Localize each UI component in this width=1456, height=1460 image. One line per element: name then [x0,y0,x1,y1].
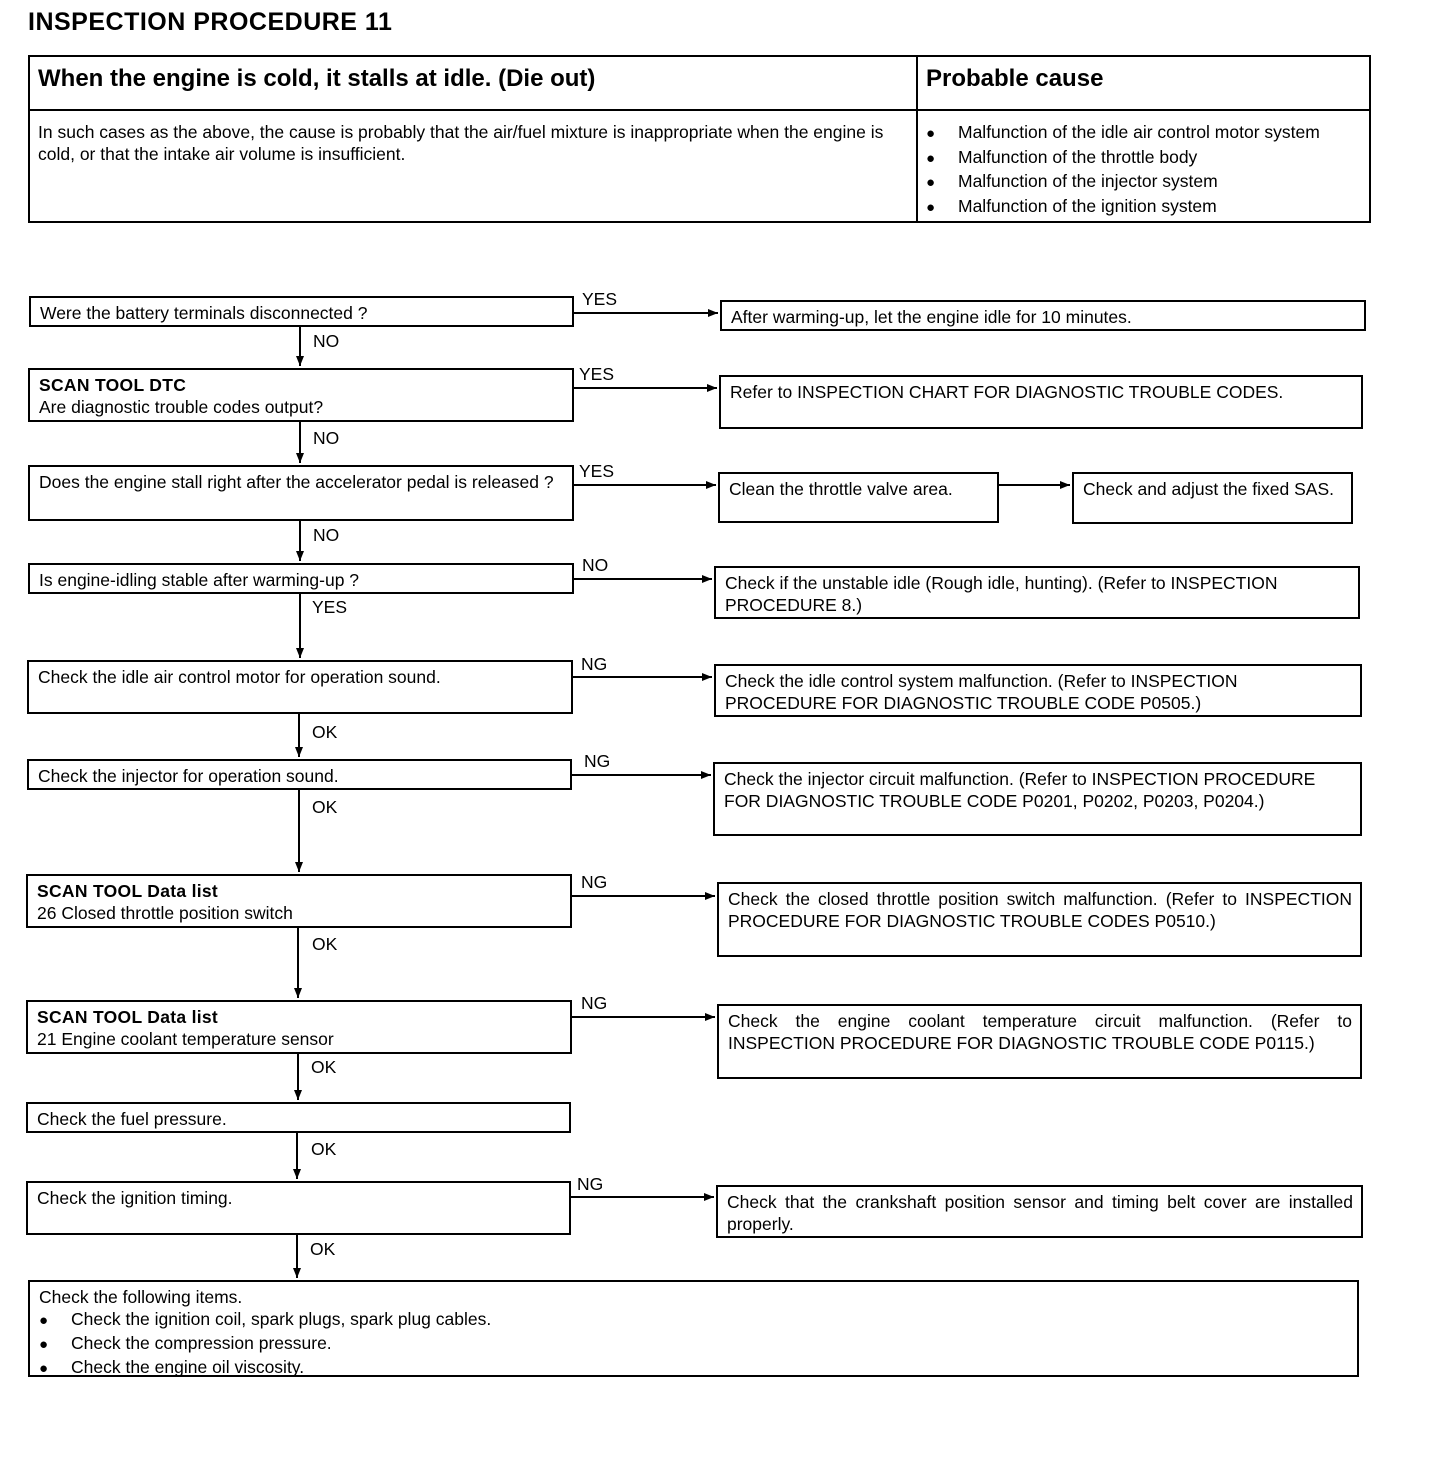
step-3-box [28,465,574,521]
result-7-box [717,882,1362,957]
final-check-box [28,1280,1359,1377]
step-3-text: Does the engine stall right after the accelerator pedal is released ? [39,472,554,492]
result-7-text: Check the closed throttle position switch malfunction. (Refer to INSPECTION PROCEDURE FOR DIAGNOSTIC TROUBLE CODES P0510.) [728,889,1352,931]
result-4-box [714,566,1360,619]
result-2-text: Refer to INSPECTION CHART FOR DIAGNOSTIC TROUBLE CODES. [730,382,1284,402]
branch-label-3: YES [579,461,615,481]
result-1-text: After warming-up, let the engine idle for 10 minutes. [731,307,1132,327]
result-6-box [713,762,1362,836]
result-3b-box [1072,472,1353,524]
result-10-box [716,1185,1363,1238]
result-3b-text: Check and adjust the fixed SAS. [1083,479,1334,499]
step-5-text: Check the idle air control motor for operation sound. [38,667,441,687]
next-label-5: OK [312,722,338,742]
result-3-text: Clean the throttle valve area. [729,479,953,499]
step-2-text: Are diagnostic trouble codes output? [39,397,324,417]
cause-item: ● Malfunction of the throttle body [926,146,1365,171]
step-9-box [26,1102,571,1133]
step-7-box [26,874,572,928]
page-title: INSPECTION PROCEDURE 11 [28,8,393,36]
bullet-icon: ● [926,174,936,191]
bullet-icon: ● [39,1312,49,1329]
branch-label-8: NG [581,993,608,1013]
next-label-3: NO [313,525,340,545]
result-5-box [714,664,1362,717]
step-1-text: Were the battery terminals disconnected ? [40,303,368,323]
next-label-9: OK [311,1139,337,1159]
branch-label-1: YES [582,289,618,309]
step-8-heading: SCAN TOOL Data list [37,1007,219,1027]
cause-item: ● Malfunction of the ignition system [926,195,1365,220]
bullet-icon: ● [39,1360,49,1377]
final-check-item: ● Check the engine oil viscosity. [39,1356,1349,1380]
result-8-text: Check the engine coolant temperature circuit malfunction. (Refer to INSPECTION PROCEDURE FOR DIAGNOSTIC TROUBLE CODE P0115.) [728,1011,1352,1053]
step-4-box [28,563,574,594]
next-label-6: OK [312,797,338,817]
result-4-text: Check if the unstable idle (Rough idle, hunting). (Refer to INSPECTION PROCEDURE 8.) [725,573,1278,615]
branch-label-7: NG [581,872,608,892]
next-label-8: OK [311,1057,337,1077]
cause-item: ● Malfunction of the idle air control motor system [926,121,1365,146]
bullet-icon: ● [926,125,936,142]
bullet-icon: ● [926,198,936,216]
result-5-text: Check the idle control system malfunction. (Refer to INSPECTION PROCEDURE FOR DIAGNOSTIC TROUBLE CODE P0505.) [725,671,1238,713]
step-8-box [26,1000,572,1054]
result-10-text: Check that the crankshaft position sensor and timing belt cover are installed properly. [727,1192,1353,1234]
symptom-description: In such cases as the above, the cause is probably that the air/fuel mixture is inappropriate when the engine is cold, or that the intake air volume is insufficient. [30,111,918,221]
next-label-4: YES [312,597,348,617]
branch-label-10: NG [577,1174,604,1194]
step-8-text: 21 Engine coolant temperature sensor [37,1029,334,1049]
branch-label-2: YES [579,364,615,384]
step-10-text: Check the ignition timing. [37,1188,233,1208]
probable-cause-header: Probable cause [918,57,1369,111]
final-check-item: ● Check the ignition coil, spark plugs, spark plug cables. [39,1308,1349,1332]
branch-label-5: NG [581,654,608,674]
step-7-text: 26 Closed throttle position switch [37,903,293,923]
next-label-7: OK [312,934,338,954]
next-label-2: NO [313,428,340,448]
cause-item: ● Malfunction of the injector system [926,170,1365,195]
step-7-heading: SCAN TOOL Data list [37,881,219,901]
final-check-item: ● Check the compression pressure. [39,1332,1349,1356]
step-10-box [26,1181,571,1235]
step-6-box [27,759,572,790]
next-label-1: NO [313,331,340,351]
step-2-box [28,368,574,422]
result-3-box [718,472,999,523]
bullet-icon: ● [926,149,936,167]
result-8-box [717,1004,1362,1079]
symptom-header: When the engine is cold, it stalls at idle. (Die out) [30,57,918,111]
result-2-box [719,375,1363,429]
step-5-box [27,660,573,714]
branch-label-6: NG [584,751,611,771]
result-6-text: Check the injector circuit malfunction. (Refer to INSPECTION PROCEDURE FOR DIAGNOSTIC TROUBLE CODE P0201, P0202, P0203, P0204.) [724,769,1316,811]
bullet-icon: ● [39,1336,49,1353]
result-1-box [720,300,1366,331]
step-6-text: Check the injector for operation sound. [38,766,339,786]
next-label-10: OK [310,1239,336,1259]
step-4-text: Is engine-idling stable after warming-up ? [39,570,360,590]
step-1-box [29,296,574,327]
branch-label-4: NO [582,555,609,575]
final-check-title: Check the following items. [39,1287,243,1307]
step-2-heading: SCAN TOOL DTC [39,375,187,395]
step-9-text: Check the fuel pressure. [37,1109,227,1129]
